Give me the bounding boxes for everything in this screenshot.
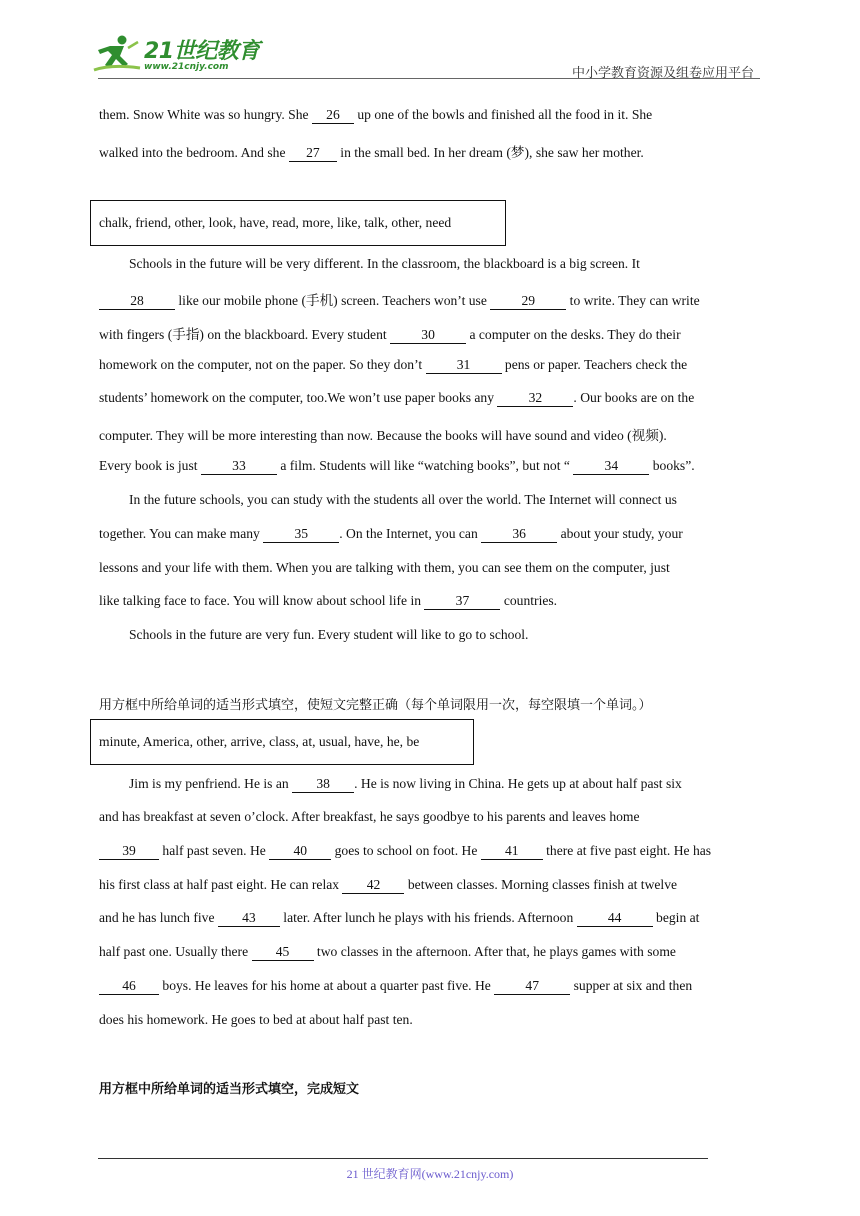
word-box-2: chalk, friend, other, look, have, read, more, like, talk, other, need	[90, 200, 506, 246]
passage3-line8: does his homework. He goes to bed at about half past ten.	[99, 1012, 413, 1027]
passage2-p1-line5: students’ homework on the computer, too.We won’t use paper books any 32 . Our books are on the	[99, 390, 695, 405]
blank-35[interactable]: 35	[263, 527, 339, 543]
blank-39[interactable]: 39	[99, 844, 159, 860]
blank-33[interactable]: 33	[201, 459, 277, 475]
blank-43[interactable]: 43	[218, 911, 280, 927]
site-logo	[92, 30, 262, 78]
passage2-p2-line1: In the future schools, you can study with the students all over the world. The Internet will connect us	[129, 492, 677, 507]
passage2-p2-line2: together. You can make many 35 . On the Internet, you can 36 about your study, your	[99, 526, 683, 541]
logo-url: www.21cnjy.com	[144, 62, 229, 72]
footer-text[interactable]: 21 世纪教育网(www.21cnjy.com)	[346, 1167, 514, 1181]
logo-text: 21世纪教育	[144, 39, 260, 64]
passage1-line1: them. Snow White was so hungry. She 26 up one of the bowls and finished all the food in it. She	[99, 107, 653, 122]
blank-34[interactable]: 34	[573, 459, 649, 475]
passage2-p1-line4: homework on the computer, not on the paper. So they don’t 31 pens or paper. Teachers check the	[99, 357, 688, 372]
passage2-p1-line7: Every book is just 33 a film. Students will like “watching books”, but not “ 34 books”.	[99, 458, 695, 473]
blank-38[interactable]: 38	[292, 777, 354, 793]
passage2-p3-line1: Schools in the future are very fun. Every student will like to go to school.	[129, 627, 529, 642]
blank-42[interactable]: 42	[342, 878, 404, 894]
instruction-3: 用方框中所给单词的适当形式填空，使短文完整正确（每个单词限用一次，每空限填一个单词。）	[99, 698, 652, 713]
blank-44[interactable]: 44	[577, 911, 653, 927]
passage3-line3: 39 half past seven. He 40 goes to school on foot. He 41 there at five past eight. He has	[99, 843, 711, 860]
word-box-3: minute, America, other, arrive, class, at, usual, have, he, be	[90, 719, 474, 765]
blank-28[interactable]: 28	[99, 294, 175, 310]
passage3-line1: Jim is my penfriend. He is an 38 . He is now living in China. He gets up at about half past six	[129, 776, 682, 791]
passage3-line5: and he has lunch five 43 later. After lunch he plays with his friends. Afternoon 44 begin at	[99, 910, 700, 925]
header-divider	[98, 78, 760, 79]
passage1-line2: walked into the bedroom. And she 27 in the small bed. In her dream (梦), she saw her mother.	[99, 145, 644, 160]
footer-divider	[98, 1158, 708, 1159]
passage3-line2: and has breakfast at seven o’clock. After breakfast, he says goodbye to his parents and leaves home	[99, 809, 640, 824]
blank-46[interactable]: 46	[99, 979, 159, 995]
blank-40[interactable]: 40	[269, 844, 331, 860]
passage2-p1-line1: Schools in the future will be very different. In the classroom, the blackboard is a big screen. It	[129, 256, 640, 271]
runner-icon	[92, 34, 142, 74]
blank-29[interactable]: 29	[490, 294, 566, 310]
instruction-4: 用方框中所给单词的适当形式填空，完成短文	[99, 1082, 360, 1097]
blank-45[interactable]: 45	[252, 945, 314, 961]
blank-27[interactable]: 27	[289, 146, 337, 162]
blank-26[interactable]: 26	[312, 108, 354, 124]
passage2-p2-line3: lessons and your life with them. When you are talking with them, you can see them on the computer, just	[99, 560, 670, 575]
page-header	[0, 0, 860, 82]
blank-30[interactable]: 30	[390, 328, 466, 344]
blank-41[interactable]: 41	[481, 844, 543, 860]
blank-37[interactable]: 37	[424, 594, 500, 610]
passage2-p2-line4: like talking face to face. You will know about school life in 37 countries.	[99, 593, 558, 608]
platform-name: 中小学教育资源及组卷应用平台	[571, 66, 754, 81]
passage3-line4: his first class at half past eight. He can relax 42 between classes. Morning classes finish at twelve	[99, 877, 678, 892]
blank-36[interactable]: 36	[481, 527, 557, 543]
blank-31[interactable]: 31	[426, 358, 502, 374]
passage2-p1-line6: computer. They will be more interesting than now. Because the books will have sound and video (视频).	[99, 428, 667, 443]
blank-47[interactable]: 47	[494, 979, 570, 995]
passage3-line7: 46 boys. He leaves for his home at about a quarter past five. He 47 supper at six and then	[99, 978, 692, 995]
blank-32[interactable]: 32	[497, 391, 573, 407]
passage2-p1-line3: with fingers (手指) on the blackboard. Every student 30 a computer on the desks. They do their	[99, 327, 681, 342]
passage2-p1-line2: 28 like our mobile phone (手机) screen. Teachers won’t use 29 to write. They can write	[99, 289, 700, 310]
passage3-line6: half past one. Usually there 45 two classes in the afternoon. After that, he plays games with some	[99, 944, 676, 959]
